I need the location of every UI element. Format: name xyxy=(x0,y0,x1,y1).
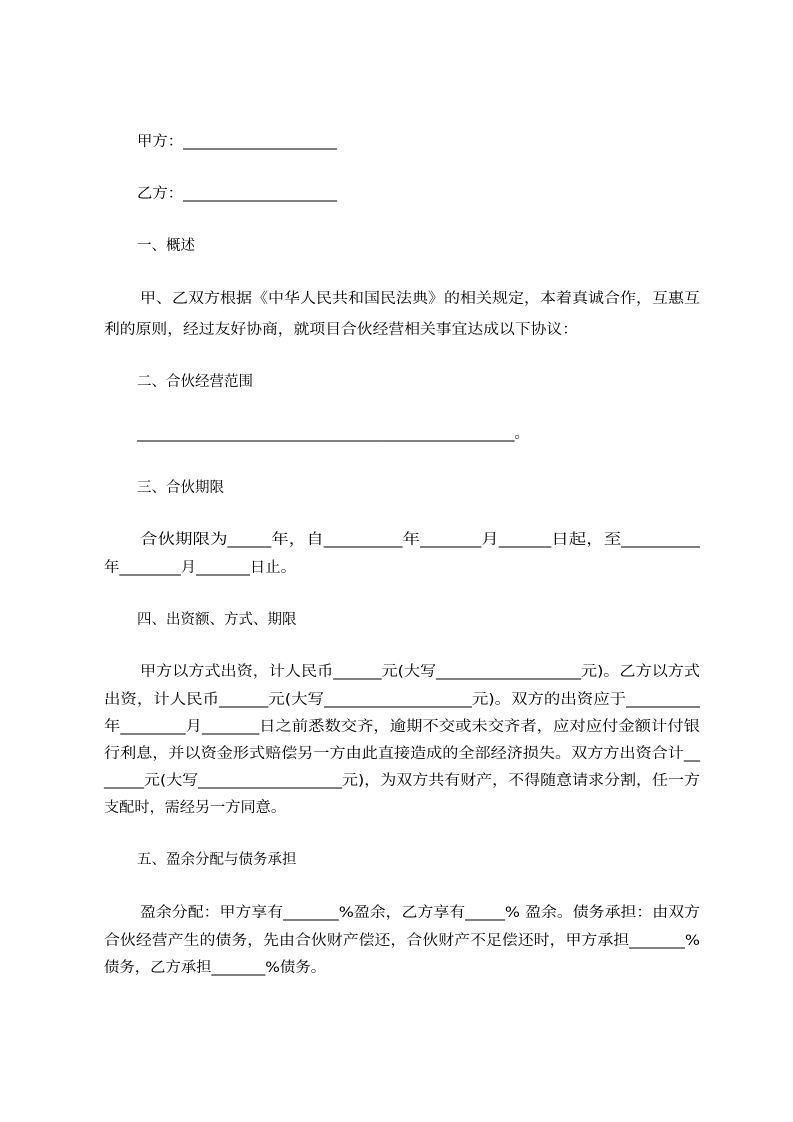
scope-blank-line: ____________________________________________________。 xyxy=(137,426,529,442)
paragraph-line: 合伙经营产生的债务，先由合伙财产偿还，合伙财产不足偿还时，甲方承担_______% xyxy=(104,933,700,949)
paragraph-line: 债务，乙方承担_______%债务。 xyxy=(104,960,326,976)
section-heading-overview: 一、概述 xyxy=(137,238,195,254)
paragraph-line: _____元(大写__________________元)，为双方共有财产，不得随意请求分割，任一方 xyxy=(104,773,700,789)
paragraph-line: 盈余分配：甲方享有_______%盈余，乙方享有_____% 盈余。债务承担：由双方 xyxy=(140,905,700,921)
paragraph-line: 利的原则，经过友好协商，就项目合伙经营相关事宜达成以下协议： xyxy=(104,322,578,338)
party-b-line: 乙方：____________________ xyxy=(137,186,337,202)
paragraph-line: 合伙期限为_____年，自_________年_______月______日起，至_________ xyxy=(140,532,700,548)
paragraph-line: 甲、乙双方根据《中华人民共和国民法典》的相关规定，本着真诚合作，互惠互 xyxy=(140,291,700,307)
paragraph-line: 行利息，并以资金形式赔偿另一方由此直接造成的全部经济损失。双方方出资合计__ xyxy=(104,746,700,762)
paragraph-line: 出资，计人民币______元(大写__________________元)。双方的出资应于_________ xyxy=(104,692,700,708)
paragraph-line: 甲方以方式出资，计人民币______元(大写__________________元)。乙方以方式 xyxy=(140,664,700,680)
paragraph-line: 支配时，需经另一方同意。 xyxy=(104,800,286,816)
section-heading-scope: 二、合伙经营范围 xyxy=(137,374,253,390)
section-heading-term: 三、合伙期限 xyxy=(137,480,224,496)
paragraph-line: 年________月_______日之前悉数交齐，逾期不交或未交齐者，应对应付金额计付银 xyxy=(104,719,700,735)
party-a-line: 甲方：____________________ xyxy=(137,134,337,150)
section-heading-profit-debt: 五、盈余分配与债务承担 xyxy=(137,852,297,868)
paragraph-line: 年________月_______日止。 xyxy=(104,560,296,576)
section-heading-capital: 四、出资额、方式、期限 xyxy=(137,612,297,628)
